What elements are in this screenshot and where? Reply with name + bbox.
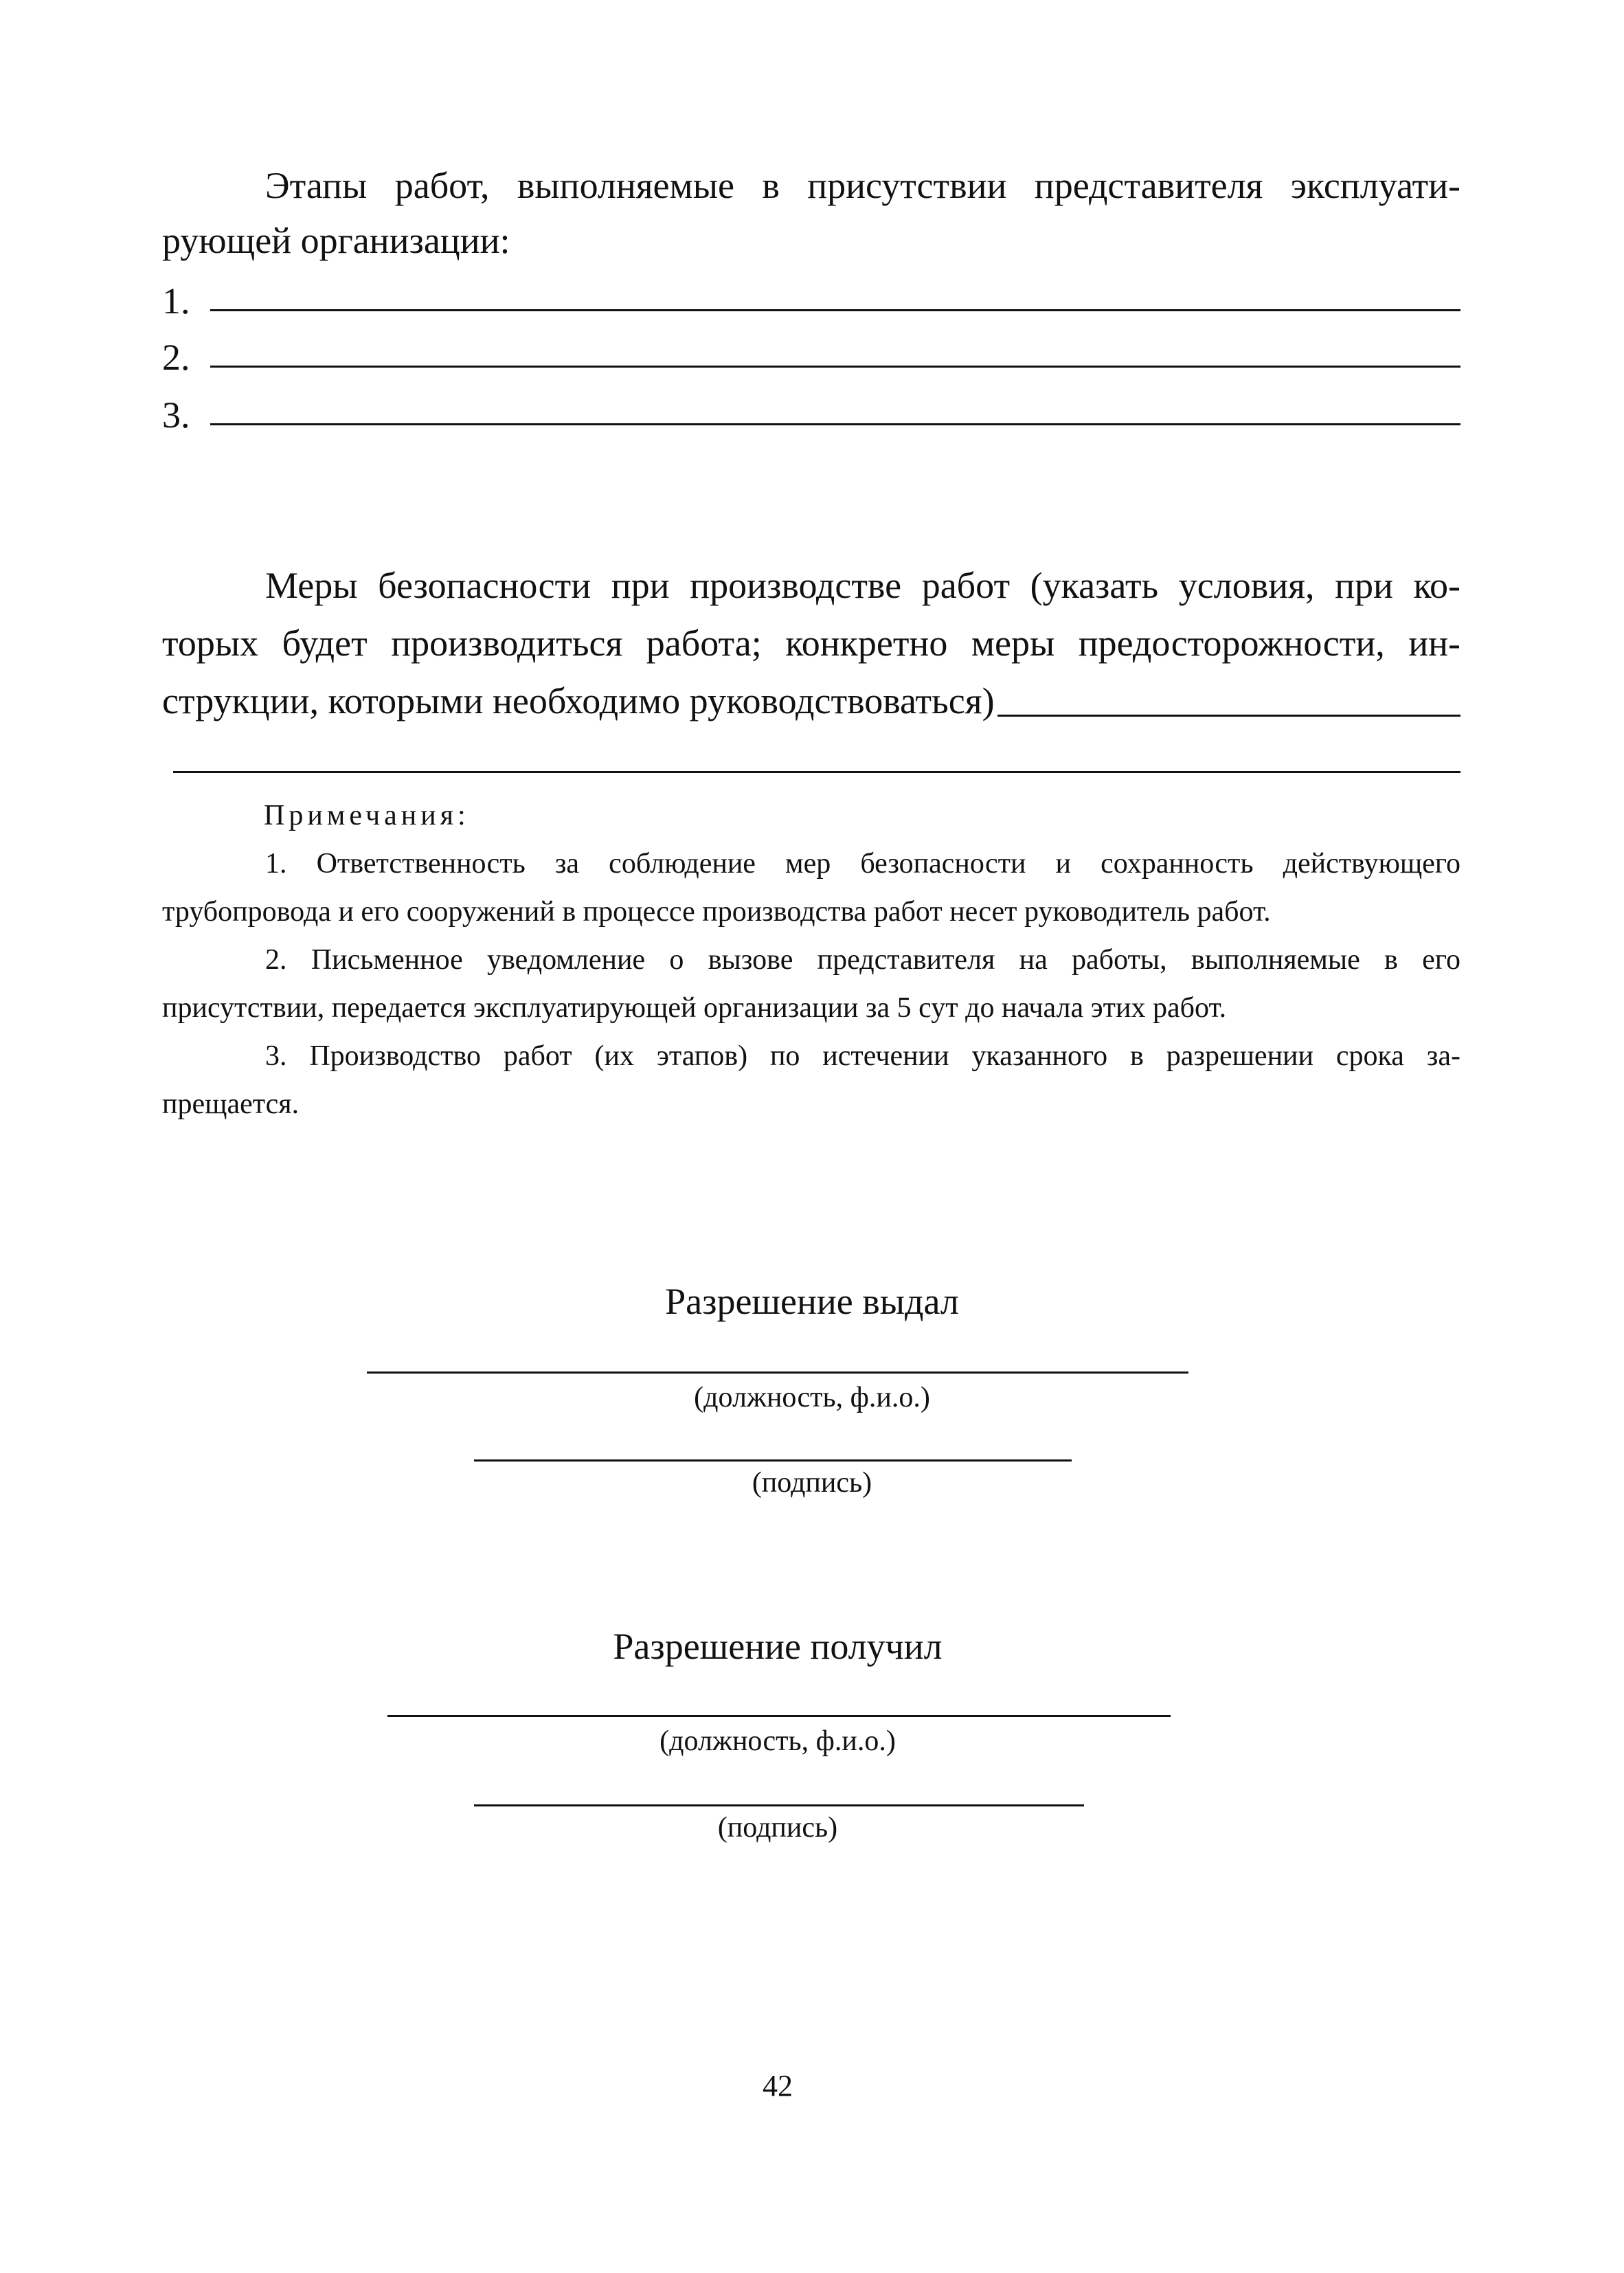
note-1-line1: 1. Ответственность за соблюдение мер безопасности и сохранность действующего [265,848,1461,880]
safety-line3: струкции, которыми необходимо руководствоваться) [162,680,995,721]
note-3-line1: 3. Производство работ (их этапов) по истечении указанного в разрешении срока за- [265,1040,1461,1072]
stage-item-1-line [210,309,1461,311]
stage-item-1[interactable] [162,273,1461,328]
issued-position-caption: (должность, ф.и.о.) [694,1382,930,1413]
safety-line2: торых будет производиться работа; конкретно меры предосторожности, ин- [162,623,1461,664]
page-number: 42 [763,2069,793,2103]
note-3-line2: прещается. [162,1088,300,1120]
note-2-line1: 2. Письменное уведомление о вызове представителя на работы, выполняемые в его [265,944,1461,976]
stage-item-1-number: 1. [162,280,190,322]
stage-item-3[interactable] [162,388,1461,443]
issued-signature-caption: (подпись) [752,1467,872,1499]
received-position-line[interactable] [387,1715,1171,1717]
safety-line1: Меры безопасности при производстве работ (указать условия, при ко- [265,565,1461,606]
issued-signature-line[interactable] [474,1459,1072,1462]
issued-title: Разрешение выдал [665,1281,959,1322]
received-signature-caption: (подпись) [717,1812,838,1844]
stage-item-3-line [210,423,1461,425]
received-signature-line[interactable] [474,1804,1084,1806]
safety-fill-line[interactable] [997,715,1461,717]
safety-extra-line[interactable] [173,771,1461,773]
stage-item-2-number: 2. [162,337,190,378]
stages-intro-line2: рующей организации: [162,220,510,261]
stage-item-2[interactable] [162,330,1461,385]
received-position-caption: (должность, ф.и.о.) [659,1725,896,1757]
note-2-line2: присутствии, передается эксплуатирующей организации за 5 сут до начала этих работ. [162,992,1227,1024]
issued-position-line[interactable] [367,1371,1188,1374]
received-title: Разрешение получил [613,1626,943,1667]
stages-intro-line1: Этапы работ, выполняемые в присутствии представителя эксплуати- [265,165,1461,206]
stage-item-2-line [210,366,1461,368]
notes-heading: Примечания: [264,800,470,831]
note-1-line2: трубопровода и его сооружений в процессе производства работ несет руководитель работ. [162,896,1271,928]
stage-item-3-number: 3. [162,394,190,436]
